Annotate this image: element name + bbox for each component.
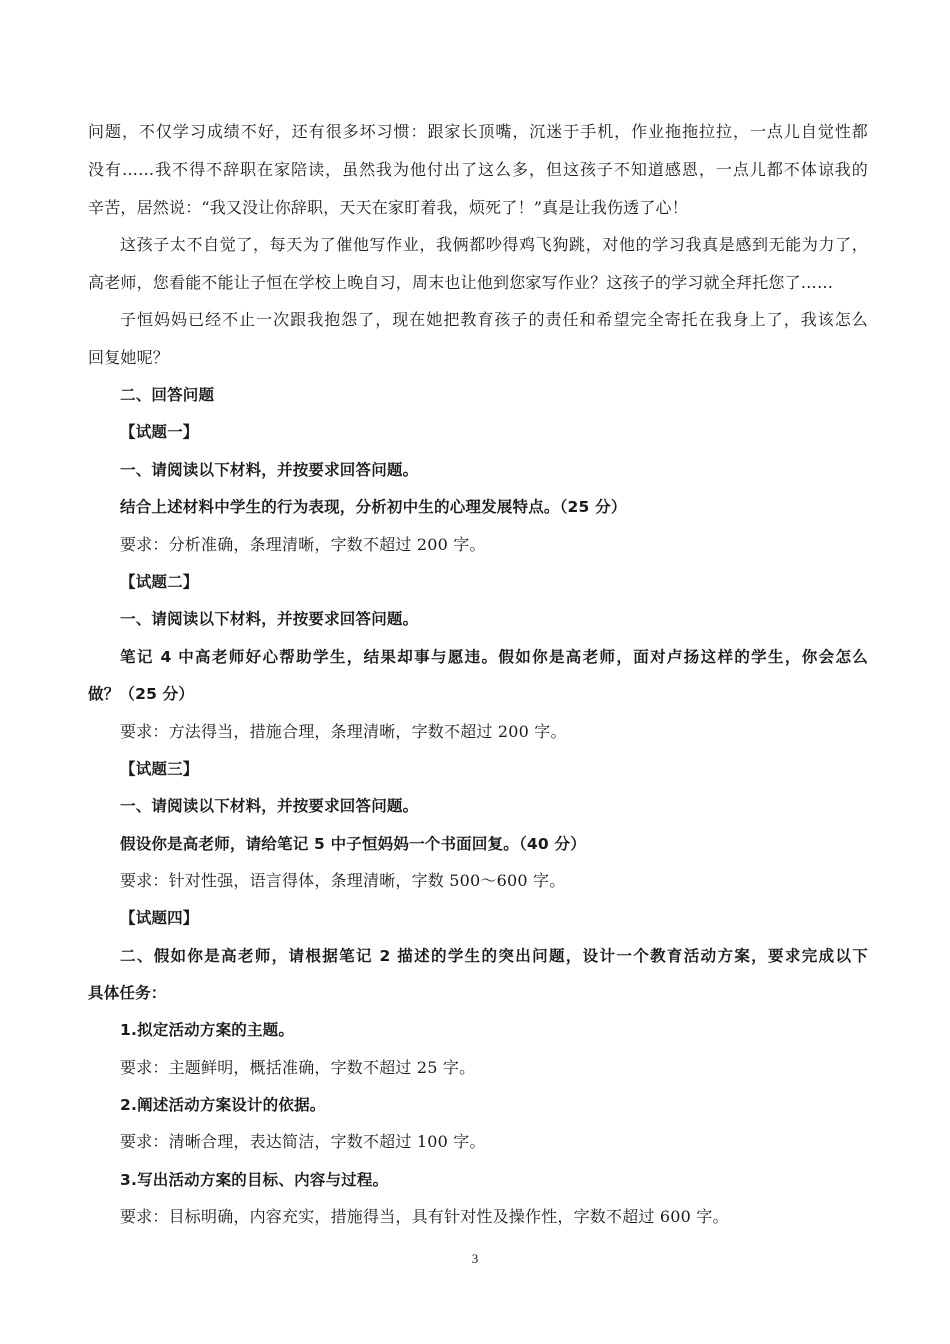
task-item: 2.阐述活动方案设计的依据。: [120, 1096, 326, 1114]
requirement-text: 要求：主题鲜明，概括准确，字数不超过 25 字。: [120, 1058, 476, 1077]
task-item: 1.拟定活动方案的主题。: [120, 1021, 295, 1039]
body-text-line: 辛苦，居然说：“我又没让你辞职，天天在家盯着我，烦死了！”真是让我伤透了心！: [88, 198, 688, 217]
body-text-line: 子恒妈妈已经不止一次跟我抱怨了，现在她把教育孩子的责任和希望完全寄托在我身上了，我该怎么: [120, 310, 868, 329]
question-text: 具体任务：: [88, 984, 167, 1002]
page-number: 3: [471, 1251, 479, 1266]
requirement-text: 要求：目标明确，内容充实，措施得当，具有针对性及操作性，字数不超过 600 字。: [120, 1207, 729, 1226]
question-text: 笔记 4 中高老师好心帮助学生，结果却事与愿违。假如你是高老师，面对卢扬这样的学生，你会怎么: [120, 648, 868, 666]
question-instruction: 一、请阅读以下材料，并按要求回答问题。: [120, 610, 419, 628]
body-text-line: 回复她呢？: [88, 348, 170, 367]
question-text: 做？（25 分）: [88, 685, 195, 703]
requirement-text: 要求：针对性强，语言得体，条理清晰，字数 500～600 字。: [120, 871, 566, 890]
question-tag: 【试题三】: [120, 760, 199, 778]
body-text-line: 高老师，您看能不能让子恒在学校上晚自习，周末也让他到您家写作业？这孩子的学习就全拜托您了……: [88, 273, 834, 292]
section-heading: 二、回答问题: [120, 386, 215, 404]
body-text-line: 这孩子太不自觉了，每天为了催他写作业，我俩都吵得鸡飞狗跳，对他的学习我真是感到无能为力了，: [120, 235, 868, 254]
requirement-text: 要求：方法得当，措施合理，条理清晰，字数不超过 200 字。: [120, 722, 567, 741]
body-text-line: 问题，不仅学习成绩不好，还有很多坏习惯：跟家长顶嘴，沉迷于手机，作业拖拖拉拉，一点儿自觉性都: [88, 122, 868, 141]
question-tag: 【试题一】: [120, 423, 199, 441]
question-instruction: 一、请阅读以下材料，并按要求回答问题。: [120, 797, 419, 815]
question-text: 二、假如你是高老师，请根据笔记 2 描述的学生的突出问题，设计一个教育活动方案，要求完成以下: [120, 947, 868, 965]
requirement-text: 要求：清晰合理，表达简洁，字数不超过 100 字。: [120, 1132, 486, 1151]
task-item: 3.写出活动方案的目标、内容与过程。: [120, 1171, 389, 1189]
question-instruction: 一、请阅读以下材料，并按要求回答问题。: [120, 461, 419, 479]
question-text: 结合上述材料中学生的行为表现，分析初中生的心理发展特点。（25 分）: [120, 498, 627, 516]
question-tag: 【试题四】: [120, 909, 199, 927]
question-text: 假设你是高老师，请给笔记 5 中子恒妈妈一个书面回复。（40 分）: [120, 835, 586, 853]
question-tag: 【试题二】: [120, 573, 199, 591]
requirement-text: 要求：分析准确，条理清晰，字数不超过 200 字。: [120, 535, 486, 554]
body-text-line: 没有……我不得不辞职在家陪读，虽然我为他付出了这么多，但这孩子不知道感恩，一点儿都不体谅我的: [88, 160, 868, 179]
